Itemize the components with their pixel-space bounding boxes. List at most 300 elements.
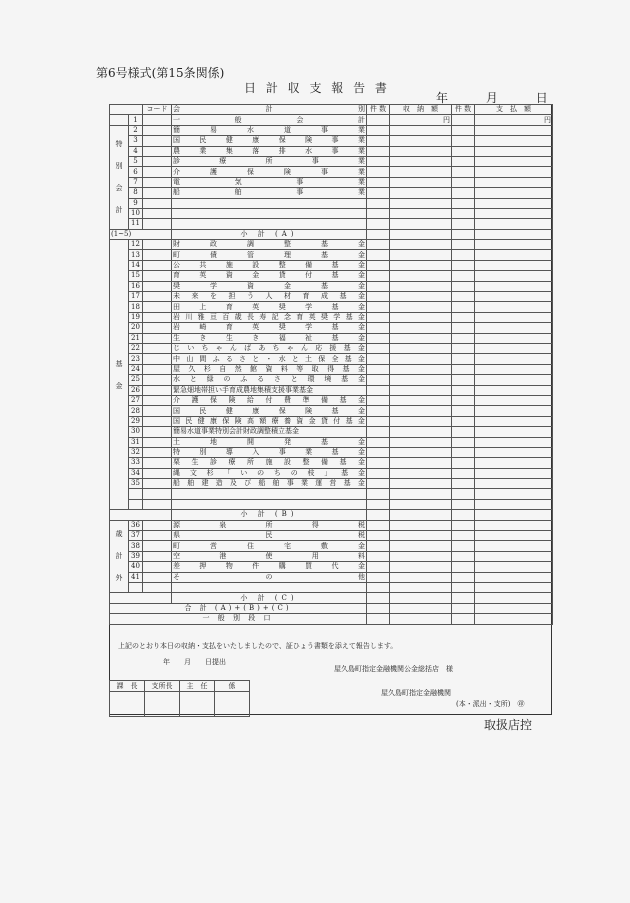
row-code[interactable] <box>143 406 172 416</box>
receipt-amount[interactable] <box>390 499 452 509</box>
row-code[interactable] <box>143 240 172 250</box>
receipt-count[interactable] <box>367 406 390 416</box>
payment-count[interactable] <box>452 572 475 582</box>
account-name-char: 事 <box>321 125 328 134</box>
account-name-char: 簡 <box>173 125 180 134</box>
receipt-count[interactable] <box>367 312 390 322</box>
receipt-count[interactable] <box>367 323 390 333</box>
payment-amount[interactable] <box>475 343 553 353</box>
payment-amount[interactable] <box>475 188 553 198</box>
receipt-count[interactable] <box>367 146 390 156</box>
payment-count[interactable] <box>452 271 475 281</box>
receipt-amount[interactable] <box>390 458 452 468</box>
stamp-box[interactable] <box>180 692 215 717</box>
receipt-count[interactable] <box>367 572 390 582</box>
receipt-count[interactable] <box>367 416 390 426</box>
row-code[interactable] <box>143 427 172 437</box>
row-code[interactable] <box>143 219 172 229</box>
payment-count[interactable] <box>452 125 475 135</box>
payment-amount[interactable] <box>475 354 553 364</box>
row-code[interactable] <box>143 458 172 468</box>
account-name-char: 舶 <box>187 479 195 488</box>
receipt-amount[interactable] <box>390 333 452 343</box>
receipt-count[interactable] <box>367 551 390 561</box>
payment-count[interactable] <box>452 312 475 322</box>
payment-count[interactable] <box>452 260 475 270</box>
payment-count[interactable] <box>452 458 475 468</box>
receipt-amount[interactable] <box>390 427 452 437</box>
receipt-count[interactable] <box>367 292 390 302</box>
payment-count[interactable] <box>452 479 475 489</box>
payment-amount[interactable] <box>475 136 553 146</box>
payment-amount[interactable] <box>475 416 553 426</box>
payment-count[interactable] <box>452 146 475 156</box>
payment-amount[interactable] <box>475 167 553 177</box>
table-row <box>110 115 553 125</box>
row-account-name <box>172 271 367 281</box>
receipt-amount[interactable] <box>390 271 452 281</box>
receipt-count[interactable] <box>367 499 390 509</box>
receipt-amount[interactable] <box>390 406 452 416</box>
payment-count[interactable] <box>452 302 475 312</box>
date-month: 月 <box>485 91 498 105</box>
row-code[interactable] <box>143 385 172 395</box>
category-char: 特 <box>115 140 123 149</box>
payment-amount[interactable] <box>475 385 553 395</box>
payment-count[interactable] <box>452 343 475 353</box>
payment-count[interactable] <box>452 416 475 426</box>
payment-count[interactable] <box>452 385 475 395</box>
row-code[interactable] <box>143 395 172 405</box>
receipt-count[interactable] <box>367 364 390 374</box>
account-name-char: 育 <box>173 271 180 280</box>
receipt-count[interactable] <box>367 250 390 260</box>
payment-amount[interactable] <box>475 198 553 208</box>
receipt-amount[interactable] <box>390 551 452 561</box>
payment-count[interactable] <box>452 406 475 416</box>
row-code[interactable] <box>143 541 172 551</box>
account-name-char: 物 <box>225 562 233 571</box>
row-code[interactable] <box>143 479 172 489</box>
receipt-count[interactable] <box>367 188 390 198</box>
receipt-amount[interactable] <box>390 375 452 385</box>
account-name-text <box>173 542 365 551</box>
table-row <box>110 271 553 281</box>
row-code[interactable] <box>143 250 172 260</box>
subtotal-value[interactable] <box>390 510 452 520</box>
table-row <box>110 281 553 291</box>
row-account-name <box>172 188 367 198</box>
payment-amount[interactable] <box>475 364 553 374</box>
receipt-count[interactable] <box>367 479 390 489</box>
account-name-char: 人 <box>265 292 273 301</box>
payment-amount[interactable] <box>475 499 553 509</box>
receipt-count[interactable] <box>367 395 390 405</box>
receipt-count[interactable] <box>367 156 390 166</box>
receipt-amount[interactable] <box>390 364 452 374</box>
row-code[interactable] <box>143 281 172 291</box>
payment-amount[interactable] <box>475 541 553 551</box>
payment-count[interactable] <box>452 489 475 499</box>
row-code[interactable] <box>143 271 172 281</box>
receipt-amount[interactable] <box>390 156 452 166</box>
receipt-count[interactable] <box>367 582 390 592</box>
receipt-count[interactable] <box>367 125 390 135</box>
row-code[interactable] <box>143 177 172 187</box>
row-code[interactable] <box>143 167 172 177</box>
row-number: 25 <box>129 375 143 385</box>
payment-amount[interactable] <box>475 406 553 416</box>
receipt-count[interactable] <box>367 333 390 343</box>
account-name-char: 業 <box>358 157 365 166</box>
account-name-char: 基 <box>339 396 347 405</box>
row-code[interactable] <box>143 582 172 592</box>
payment-amount[interactable] <box>475 177 553 187</box>
grand-total-row-value[interactable] <box>475 603 553 613</box>
receipt-count[interactable] <box>367 541 390 551</box>
receipt-count[interactable] <box>367 177 390 187</box>
receipt-amount[interactable] <box>390 177 452 187</box>
row-account-name <box>172 572 367 582</box>
receipt-amount[interactable] <box>390 136 452 146</box>
separate-account-row-value[interactable] <box>475 614 553 624</box>
payment-amount[interactable] <box>475 250 553 260</box>
receipt-count[interactable] <box>367 198 390 208</box>
receipt-count[interactable] <box>367 375 390 385</box>
row-code[interactable] <box>143 447 172 457</box>
row-code[interactable] <box>143 146 172 156</box>
receipt-amount[interactable] <box>390 250 452 260</box>
row-code[interactable] <box>143 333 172 343</box>
row-code[interactable] <box>143 416 172 426</box>
grand-total-row-value[interactable] <box>390 603 452 613</box>
receipt-count[interactable] <box>367 531 390 541</box>
payment-count[interactable] <box>452 250 475 260</box>
payment-count[interactable] <box>452 437 475 447</box>
receipt-amount[interactable] <box>390 572 452 582</box>
payment-count[interactable] <box>452 323 475 333</box>
account-name-text <box>173 178 365 187</box>
payment-count[interactable] <box>452 156 475 166</box>
date-year: 年 <box>436 91 449 105</box>
payment-amount[interactable] <box>475 333 553 343</box>
payment-amount[interactable] <box>475 240 553 250</box>
row-code[interactable] <box>143 354 172 364</box>
payment-count[interactable] <box>452 354 475 364</box>
payment-amount[interactable] <box>475 302 553 312</box>
account-name-char: 設 <box>284 458 291 467</box>
account-name-char: 屋 <box>173 364 180 373</box>
payment-amount[interactable] <box>475 437 553 447</box>
row-number: 39 <box>129 551 143 561</box>
header-kei: 計 <box>265 105 273 114</box>
payment-amount[interactable] <box>475 395 553 405</box>
payment-amount[interactable] <box>475 479 553 489</box>
row-account-name <box>172 343 367 353</box>
receipt-amount[interactable] <box>390 395 452 405</box>
receipt-count[interactable] <box>367 271 390 281</box>
payment-amount[interactable] <box>475 146 553 156</box>
payment-amount[interactable] <box>475 260 553 270</box>
receipt-count[interactable] <box>367 240 390 250</box>
row-number: 3 <box>129 136 143 146</box>
subtotal-value[interactable] <box>452 510 475 520</box>
payment-count[interactable] <box>452 582 475 592</box>
subtotal-value[interactable] <box>367 229 390 239</box>
subtotal-value[interactable] <box>452 593 475 603</box>
account-name-char: 上 <box>199 302 207 311</box>
payment-amount[interactable] <box>475 219 553 229</box>
account-name-char: 貸 <box>278 271 286 280</box>
receipt-amount[interactable] <box>390 167 452 177</box>
receipt-count[interactable] <box>367 219 390 229</box>
payment-count[interactable] <box>452 520 475 530</box>
receipt-count[interactable] <box>367 167 390 177</box>
row-code[interactable] <box>143 292 172 302</box>
receipt-count[interactable] <box>367 260 390 270</box>
receipt-amount[interactable] <box>390 385 452 395</box>
row-code[interactable] <box>143 312 172 322</box>
row-code[interactable] <box>143 375 172 385</box>
payment-amount[interactable] <box>475 531 553 541</box>
receipt-count[interactable] <box>367 343 390 353</box>
receipt-amount[interactable] <box>390 520 452 530</box>
separate-account-row-value[interactable] <box>390 614 452 624</box>
row-number: 7 <box>129 177 143 187</box>
separate-account-row-value[interactable] <box>452 614 475 624</box>
separate-account-row-value[interactable] <box>367 614 390 624</box>
receipt-count[interactable] <box>367 437 390 447</box>
receipt-amount[interactable] <box>390 198 452 208</box>
row-code[interactable] <box>143 520 172 530</box>
row-code[interactable] <box>143 364 172 374</box>
payment-amount[interactable] <box>475 582 553 592</box>
receipt-count[interactable] <box>367 468 390 478</box>
account-name-char: 診 <box>210 458 217 467</box>
account-name-char: 学 <box>305 302 313 311</box>
payment-count[interactable] <box>452 167 475 177</box>
row-code[interactable] <box>143 208 172 218</box>
subtotal-value[interactable] <box>475 593 553 603</box>
account-name-char: 田 <box>173 302 180 311</box>
payment-count[interactable] <box>452 562 475 572</box>
receipt-amount[interactable] <box>390 479 452 489</box>
payment-count[interactable] <box>452 115 475 125</box>
subtotal-value[interactable] <box>475 229 553 239</box>
receipt-amount[interactable] <box>390 562 452 572</box>
row-code[interactable] <box>143 499 172 509</box>
payment-count[interactable] <box>452 541 475 551</box>
payment-count[interactable] <box>452 136 475 146</box>
payment-amount[interactable] <box>475 292 553 302</box>
table-row <box>110 447 553 457</box>
payment-amount[interactable] <box>475 551 553 561</box>
payment-count[interactable] <box>452 395 475 405</box>
row-code[interactable] <box>143 136 172 146</box>
row-account-name <box>172 156 367 166</box>
payment-count[interactable] <box>452 333 475 343</box>
payment-amount[interactable] <box>475 520 553 530</box>
header-blank <box>110 105 143 115</box>
receipt-count[interactable] <box>367 115 390 125</box>
row-number: 4 <box>129 146 143 156</box>
payment-count[interactable] <box>452 427 475 437</box>
subtotal-value[interactable] <box>475 510 553 520</box>
row-code[interactable] <box>143 531 172 541</box>
receipt-amount[interactable] <box>390 489 452 499</box>
stamp-box[interactable] <box>215 692 250 717</box>
subtotal-value[interactable] <box>390 229 452 239</box>
receipt-amount[interactable] <box>390 281 452 291</box>
row-account-name <box>172 302 367 312</box>
account-name-char: 介 <box>173 167 180 176</box>
receipt-amount[interactable] <box>390 447 452 457</box>
payment-amount[interactable] <box>475 115 553 125</box>
payment-amount[interactable] <box>475 489 553 499</box>
receipt-count[interactable] <box>367 520 390 530</box>
payment-amount[interactable] <box>475 468 553 478</box>
row-code[interactable] <box>143 115 172 125</box>
account-name-text <box>173 344 365 353</box>
receipt-amount[interactable] <box>390 343 452 353</box>
receipt-amount[interactable] <box>390 354 452 364</box>
receipt-amount[interactable] <box>390 323 452 333</box>
payment-count[interactable] <box>452 188 475 198</box>
receipt-amount[interactable] <box>390 437 452 447</box>
payment-count[interactable] <box>452 198 475 208</box>
subtotal-b-row <box>110 510 553 520</box>
account-name-char: 電 <box>173 177 180 186</box>
subtotal-value[interactable] <box>367 593 390 603</box>
receipt-count[interactable] <box>367 136 390 146</box>
row-code[interactable] <box>143 489 172 499</box>
receipt-amount[interactable] <box>390 219 452 229</box>
payment-count[interactable] <box>452 447 475 457</box>
receipt-count[interactable] <box>367 208 390 218</box>
receipt-amount[interactable] <box>390 541 452 551</box>
receipt-count[interactable] <box>367 458 390 468</box>
row-code[interactable] <box>143 343 172 353</box>
account-name-char: あ <box>258 344 266 353</box>
receipt-count[interactable] <box>367 447 390 457</box>
subtotal-value[interactable] <box>390 593 452 603</box>
receipt-amount[interactable] <box>390 468 452 478</box>
payment-amount[interactable] <box>475 427 553 437</box>
receipt-amount[interactable] <box>390 312 452 322</box>
row-code[interactable] <box>143 302 172 312</box>
row-account-name <box>172 323 367 333</box>
stamp-box[interactable] <box>145 692 180 717</box>
row-code[interactable] <box>143 437 172 447</box>
payment-count[interactable] <box>452 468 475 478</box>
account-name-char: ち <box>273 468 281 477</box>
payment-amount[interactable] <box>475 458 553 468</box>
payment-count[interactable] <box>452 375 475 385</box>
row-code[interactable] <box>143 125 172 135</box>
receipt-amount[interactable] <box>390 260 452 270</box>
receipt-amount[interactable] <box>390 292 452 302</box>
payment-count[interactable] <box>452 499 475 509</box>
row-code[interactable] <box>143 323 172 333</box>
grand-total-row-value[interactable] <box>367 603 390 613</box>
payment-amount[interactable] <box>475 562 553 572</box>
row-code[interactable] <box>143 188 172 198</box>
payment-amount[interactable] <box>475 572 553 582</box>
payment-count[interactable] <box>452 292 475 302</box>
payment-count[interactable] <box>452 240 475 250</box>
receipt-amount[interactable] <box>390 146 452 156</box>
account-name-char: い <box>240 468 248 477</box>
receipt-amount[interactable] <box>390 582 452 592</box>
payment-count[interactable] <box>452 551 475 561</box>
row-code[interactable] <box>143 468 172 478</box>
account-name-text <box>173 552 365 561</box>
account-name-char: 業 <box>357 146 365 155</box>
receipt-count[interactable] <box>367 302 390 312</box>
category-blank <box>110 115 129 125</box>
payment-amount[interactable] <box>475 156 553 166</box>
payment-amount[interactable] <box>475 375 553 385</box>
receipt-amount[interactable] <box>390 302 452 312</box>
receipt-count[interactable] <box>367 354 390 364</box>
receipt-amount[interactable] <box>390 188 452 198</box>
payment-amount[interactable] <box>475 208 553 218</box>
stamp-box[interactable] <box>110 692 145 717</box>
payment-amount[interactable] <box>475 125 553 135</box>
receipt-amount[interactable] <box>390 240 452 250</box>
table-row <box>110 125 553 135</box>
row-code[interactable] <box>143 572 172 582</box>
row-code[interactable] <box>143 156 172 166</box>
receipt-count[interactable] <box>367 427 390 437</box>
row-code[interactable] <box>143 198 172 208</box>
receipt-amount[interactable] <box>390 531 452 541</box>
payment-amount[interactable] <box>475 281 553 291</box>
account-name-char: 険 <box>284 167 291 176</box>
payment-amount[interactable] <box>475 312 553 322</box>
grand-total-row-value[interactable] <box>452 603 475 613</box>
account-name-char: 使 <box>265 551 273 560</box>
account-name-text <box>173 448 365 457</box>
receipt-amount[interactable] <box>390 208 452 218</box>
row-code[interactable] <box>143 260 172 270</box>
receipt-count[interactable] <box>367 281 390 291</box>
payment-count[interactable] <box>452 208 475 218</box>
row-code[interactable] <box>143 562 172 572</box>
payment-count[interactable] <box>452 364 475 374</box>
account-name-char: 金 <box>357 468 365 477</box>
payment-count[interactable] <box>452 219 475 229</box>
payment-count[interactable] <box>452 531 475 541</box>
account-name-char: ふ <box>212 354 220 363</box>
payment-amount[interactable] <box>475 271 553 281</box>
table-row <box>110 479 553 489</box>
payment-amount[interactable] <box>475 447 553 457</box>
subtotal-value[interactable] <box>367 510 390 520</box>
receipt-count[interactable] <box>367 562 390 572</box>
payment-count[interactable] <box>452 177 475 187</box>
subtotal-value[interactable] <box>452 229 475 239</box>
payment-amount[interactable] <box>475 323 553 333</box>
receipt-amount[interactable] <box>390 115 452 125</box>
receipt-count[interactable] <box>367 489 390 499</box>
receipt-amount[interactable] <box>390 125 452 135</box>
row-code[interactable] <box>143 551 172 561</box>
row-account-name <box>172 447 367 457</box>
payment-count[interactable] <box>452 281 475 291</box>
receipt-count[interactable] <box>367 385 390 395</box>
receipt-amount[interactable] <box>390 416 452 426</box>
